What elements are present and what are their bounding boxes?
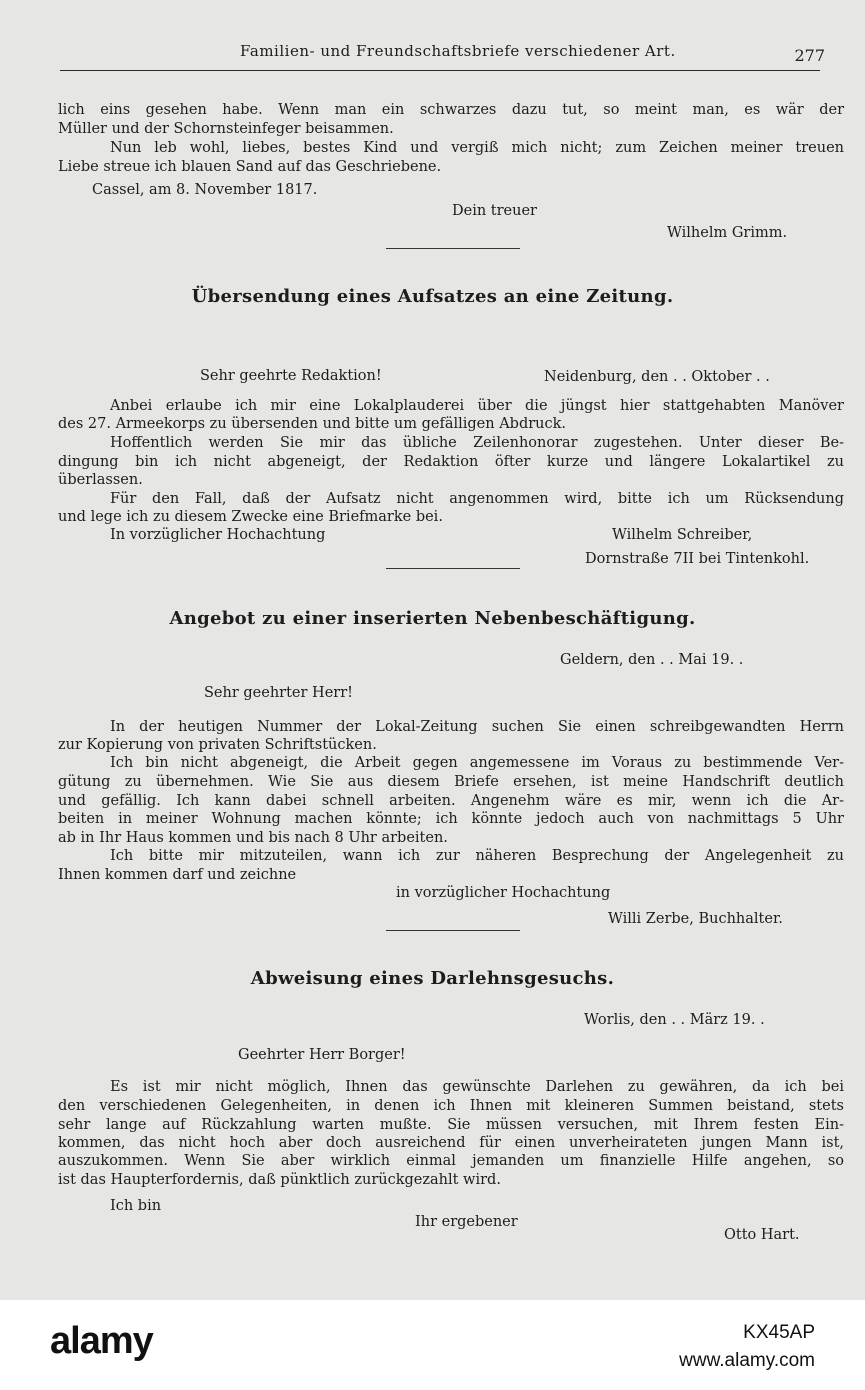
letter4-line: Es ist mir nicht möglich, Ihnen das gewünschte Darlehen zu gewähren, da ich bei <box>110 1079 844 1095</box>
letter3-signature: Willi Zerbe, Buchhalter. <box>608 911 783 927</box>
letter2-line: und lege ich zu diesem Zwecke eine Briefmarke bei. <box>58 509 443 525</box>
letter1-line: Müller und der Schornsteinfeger beisammen. <box>58 121 394 137</box>
letter4-line: auszukommen. Wenn Sie aber wirklich einmal jemanden um finanzielle Hilfe angehen, so <box>58 1153 844 1169</box>
letter2-line: des 27. Armeekorps zu übersenden und bitte um gefälligen Abdruck. <box>58 416 567 432</box>
letter1-line: Liebe streue ich blauen Sand auf das Geschriebene. <box>58 159 442 175</box>
letter3-closing: in vorzüglicher Hochachtung <box>396 885 611 901</box>
section-divider <box>386 248 520 249</box>
letter3-line: und gefällig. Ich kann dabei schnell arbeiten. Angenehm wäre es mir, wenn ich die Ar- <box>58 793 844 809</box>
letter2-salutation: Sehr geehrte Redaktion! <box>200 368 382 384</box>
letter2-heading: Übersendung eines Aufsatzes an eine Zeitung. <box>191 286 674 307</box>
page-number: 277 <box>794 46 825 65</box>
running-header <box>60 38 825 68</box>
letter4-line: ist das Haupterfordernis, daß pünktlich zurückgezahlt wird. <box>58 1172 501 1188</box>
letter3-line: Ich bin nicht abgeneigt, die Arbeit gegen angemessene im Voraus zu bestimmende Ver- <box>110 755 844 771</box>
letter3-line: ab in Ihr Haus kommen und bis nach 8 Uhr arbeiten. <box>58 830 448 846</box>
letter3-line: Ihnen kommen darf und zeichne <box>58 867 297 883</box>
letter3-heading: Angebot zu einer inserierten Nebenbeschäftigung. <box>169 608 696 629</box>
letter1-line: lich eins gesehen habe. Wenn man ein schwarzes dazu tut, so meint man, es wär der <box>58 102 844 118</box>
image-id-label: KX45AP <box>743 1322 815 1343</box>
header-rule <box>60 70 820 71</box>
letter3-line: gütung zu übernehmen. Wie Sie aus diesem Briefe ersehen, ist meine Handschrift deutlich <box>58 774 844 790</box>
letter2-line: dingung bin ich nicht abgeneigt, der Redaktion öfter kurze und längere Lokalartikel zu <box>58 454 844 470</box>
letter4-closing: Ihr ergebener <box>415 1214 518 1230</box>
letter1-line: Nun leb wohl, liebes, bestes Kind und vergiß mich nicht; zum Zeichen meiner treuen <box>110 140 844 156</box>
section-divider <box>386 568 520 569</box>
letter1-closing: Dein treuer <box>452 203 537 219</box>
letter3-line: In der heutigen Nummer der Lokal-Zeitung suchen Sie einen schreibgewandten Herrn <box>110 719 844 735</box>
letter4-line: kommen, das nicht hoch aber doch ausreichend für einen unverheirateten jungen Mann ist, <box>58 1135 844 1151</box>
letter2-signature: Wilhelm Schreiber, <box>612 527 753 543</box>
letter1-place-date: Cassel, am 8. November 1817. <box>92 182 318 198</box>
letter2-address: Dornstraße 7II bei Tintenkohl. <box>585 551 810 567</box>
letter2-line: Hoffentlich werden Sie mir das übliche Zeilenhonorar zugestehen. Unter dieser Be- <box>110 435 844 451</box>
letter4-line: den verschiedenen Gelegenheiten, in denen ich Ihnen mit kleineren Summen beistand, stets <box>58 1098 844 1114</box>
letter3-line: beiten in meiner Wohnung machen könnte; ich könnte jedoch auch von nachmittags 5 Uhr <box>58 811 844 827</box>
letter4-line: sehr lange auf Rückzahlung warten mußte. Sie müssen versuchen, mit Ihrem festen Ein- <box>58 1117 844 1133</box>
letter3-place-date: Geldern, den . . Mai 19. . <box>560 652 744 668</box>
site-url-label: www.alamy.com <box>679 1350 815 1371</box>
running-title: Familien- und Freundschaftsbriefe verschiedener Art. <box>240 42 676 60</box>
letter1-signature: Wilhelm Grimm. <box>667 225 788 241</box>
alamy-logo: alamy <box>50 1320 153 1362</box>
letter4-place-date: Worlis, den . . März 19. . <box>584 1012 765 1028</box>
letter2-line: Für den Fall, daß der Aufsatz nicht angenommen wird, bitte ich um Rücksendung <box>110 491 844 507</box>
letter3-salutation: Sehr geehrter Herr! <box>204 685 353 701</box>
stock-footer-bar <box>0 1300 865 1390</box>
letter2-line: Anbei erlaube ich mir eine Lokalplauderei über die jüngst hier stattgehabten Manöver <box>110 398 844 414</box>
section-divider <box>386 930 520 931</box>
letter3-line: zur Kopierung von privaten Schriftstücken. <box>58 737 377 753</box>
letter2-place-date: Neidenburg, den . . Oktober . . <box>544 369 770 385</box>
letter2-line: überlassen. <box>58 472 143 488</box>
letter4-signature: Otto Hart. <box>724 1227 800 1243</box>
letter4-heading: Abweisung eines Darlehnsgesuchs. <box>250 968 615 989</box>
letter2-closing: In vorzüglicher Hochachtung <box>110 527 326 543</box>
letter4-ich-bin: Ich bin <box>110 1198 162 1214</box>
letter4-salutation: Geehrter Herr Borger! <box>238 1047 406 1063</box>
letter3-line: Ich bitte mir mitzuteilen, wann ich zur näheren Besprechung der Angelegenheit zu <box>110 848 844 864</box>
